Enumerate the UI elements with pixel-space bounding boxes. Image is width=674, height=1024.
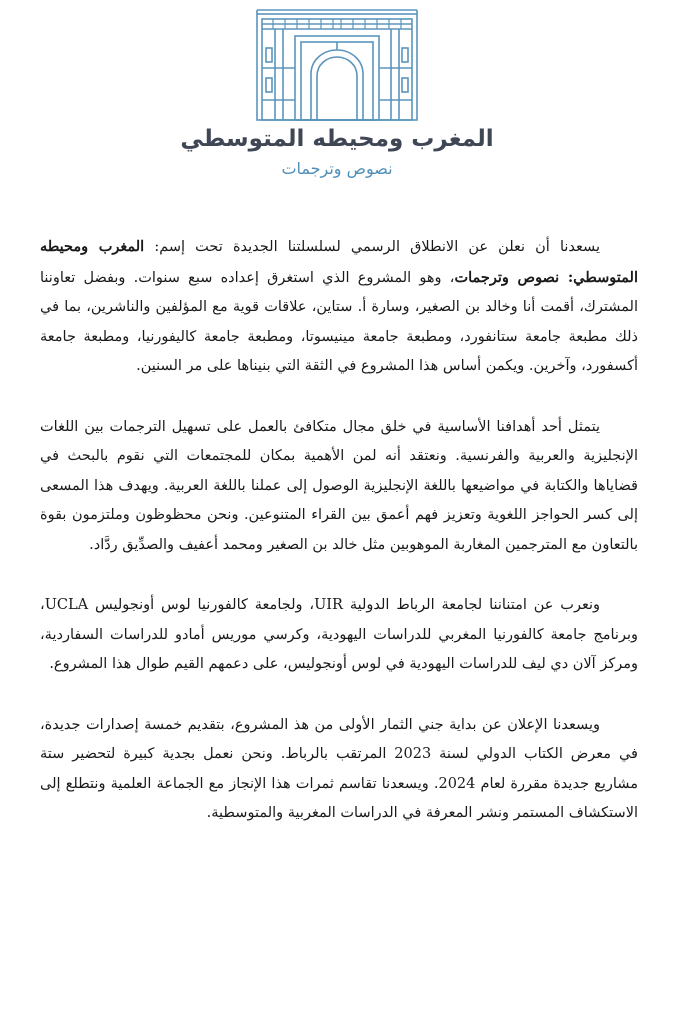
paragraph-1 xyxy=(40,232,638,382)
gate-arch-logo-icon xyxy=(253,8,421,122)
paragraph-2-text: يتمثل أحد أهدافنا الأساسية في خلق مجال متكافئ بالعمل على تسهيل الترجمات بين اللغات الإنجليزية والعربية والفرنسية. ونعتقد أنه لمن الأهمية بمكان للمجتمعات التي نقوم بالبحث في قضاياها والكتابة في مواضيعها باللغة الإنجليزية الوصول إلى عملنا باللغة العربية. ويهدف هذا المسعى إلى كسر الحواجز اللغوية وتعزيز فهم أعمق بين القراء المتنوعين. ونحن محظوظون وملتزمون بقوة بالتعاون مع المترجمين المغاربة الموهوبين مثل خالد بن الصغير ومحمد أعفيف والصدِّيق ردَّاد. xyxy=(40,418,638,553)
paragraph-1-body: ، وهو المشروع الذي استغرق إعداده سبع سنوات. وبفضل تعاوننا المشترك، أقمت أنا وخالد بن الصغير، وسارة أ. ستاين، علاقات قوية مع المؤلفين والناشرين، بما في ذلك مطبعة جامعة ستانفورد، ومطبعة جامعة مينيسوتا، ومطبعة جامعة كاليفورنيا، ومطبعة جامعة أكسفورد، وآخرين. ويكمن أساس هذا المشروع في الثقة التي بنيناها على مر السنين. xyxy=(40,269,638,374)
paragraph-3-text: ونعرب عن امتناننا لجامعة الرباط الدولية UIR، ولجامعة كالفورنيا لوس أونجوليس UCLA، وبرنامج جامعة كالفورنيا المغربي للدراسات اليهودية، وكرسي موريس أمادو للدراسات السفاردية، ومركز آلان دي ليف للدراسات اليهودية في لوس أونجوليس، على دعمهم القيم طوال هذا المشروع. xyxy=(40,597,638,672)
body-text xyxy=(40,232,638,860)
series-name-bold: المغرب ومحيطه المتوسطي: نصوص وترجمات xyxy=(40,238,638,286)
paragraph-1-intro: يسعدنا أن نعلن عن الانطلاق الرسمي لسلسلتنا الجديدة تحت إسم: xyxy=(154,239,600,255)
series-title: المغرب ومحيطه المتوسطي xyxy=(180,126,494,152)
paragraph-3 xyxy=(40,591,638,680)
series-subtitle: نصوص وترجمات xyxy=(281,159,393,178)
header xyxy=(0,0,674,200)
paragraph-4-text: ويسعدنا الإعلان عن بداية جني الثمار الأولى من هذ المشروع، بتقديم خمسة إصدارات جديدة، في معرض الكتاب الدولي لسنة 2023 المرتقب بالرباط. ونحن نعمل بجدية كبيرة لتحضير ستة مشاريع جديدة مقررة لعام 2024. ويسعدنا تقاسم ثمرات هذا الإنجاز مع الجماعة العلمية ونتطلع إلى الاستكشاف المستمر ونشر المعرفة في الدراسات المغربية والمتوسطية. xyxy=(40,716,639,821)
paragraph-4 xyxy=(40,711,638,829)
paragraph-2 xyxy=(40,413,638,561)
